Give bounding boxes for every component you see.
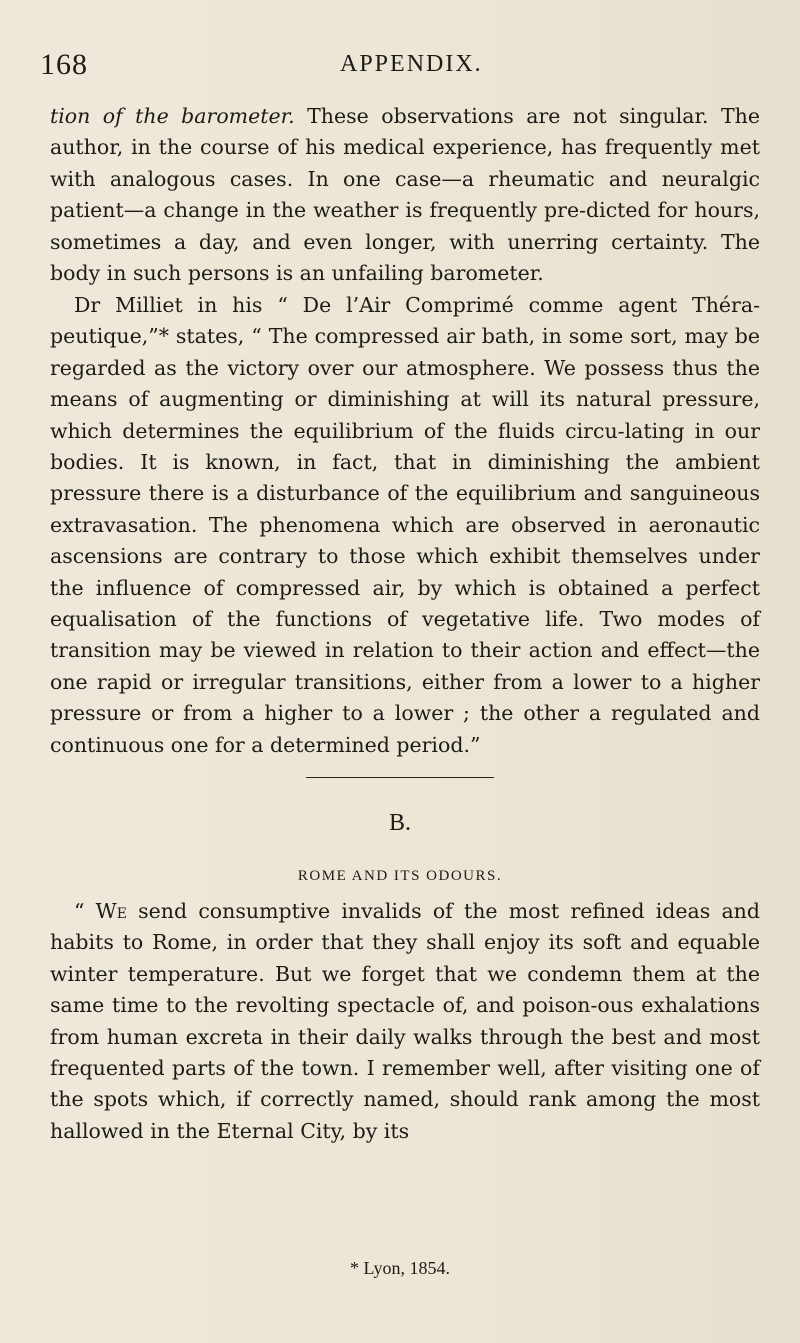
section-letter: B.: [388, 810, 411, 836]
footnote: * Lyon, 1854.: [349, 1258, 450, 1278]
paragraph-rome: [50, 896, 760, 1147]
page-number: 168: [40, 48, 88, 81]
paragraph-body: Dr Milliet in his “ De l’Air Comprimé comme agent Théra-peutique,”* states, “ The compressed air bath, in some sort, may be regarded as the victory over our atmosphere. We possess thus the means of augmenting or diminishing at will its natural pressure, which determines the equilibrium of the fluids circu-lating in our bodies. It is known, in fact, that in diminishing the ambient pressure there is a disturbance of the equilibrium and sanguineous extravasation. The phenomena which are observed in aeronautic ascensions are contrary to those which exhibit themselves under the influence of compressed air, by which is obtained a perfect equalisation of the functions of vegetative life. Two modes of transition may be viewed in relation to their action and effect—the one rapid or irregular transitions, either from a lower to a higher pressure or from a higher to a lower ; the other a regulated and continuous one for a determined period.”: [50, 293, 760, 757]
section-divider: [306, 777, 494, 778]
paragraph-body: These observations are not singular. The author, in the course of his medical experience, has frequently met with analogous cases. In one case—a rheumatic and neuralgic patient—a change in the weather is frequently pre-dicted for hours, sometimes a day, and even longer, with unerring certainty. The body in such persons is an unfailing barometer.: [50, 104, 761, 286]
paragraph-italic-lead: tion of the barometer.: [50, 104, 295, 128]
paragraph-barometer: [50, 101, 760, 289]
running-head-title: APPENDIX.: [340, 51, 483, 77]
running-head: [40, 48, 760, 88]
paragraph-lead-small-caps: “ We: [74, 899, 127, 923]
paragraph-milliet-quote: [50, 290, 760, 761]
section-title: ROME AND ITS ODOURS.: [297, 868, 503, 884]
paragraph-body: send consumptive invalids of the most refined ideas and habits to Rome, in order that they shall enjoy its soft and equable winter temperature. But we forget that we condemn them at the same time to the revolting spectacle of, and poison-ous exhalations from human excreta in their daily walks through the best and most frequented parts of the town. I remember well, after visiting one of the spots which, if correctly named, should rank among the most hallowed in the Eternal City, by its: [50, 899, 760, 1143]
